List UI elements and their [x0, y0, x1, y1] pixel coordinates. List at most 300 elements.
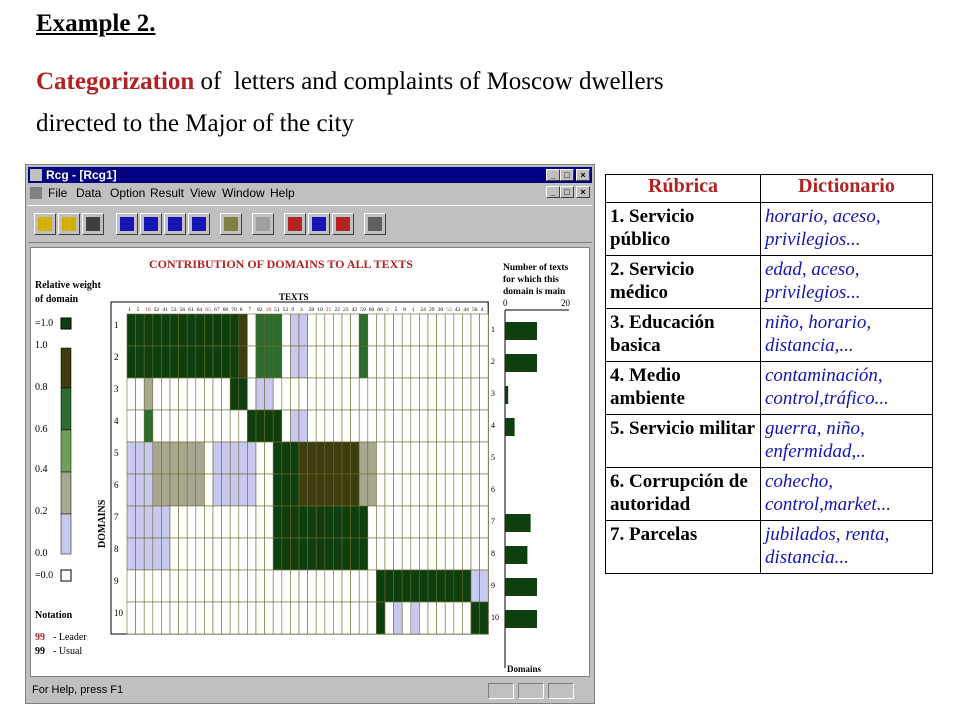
grid-cell: [204, 314, 213, 346]
grid-cell: [376, 474, 385, 506]
grid-cell: [359, 378, 368, 410]
prev-icon[interactable]: [140, 213, 162, 235]
grid-cell: [153, 378, 162, 410]
grid-cell: [402, 378, 411, 410]
grid-cell: [316, 442, 325, 474]
grid-cell: [265, 346, 274, 378]
notation-leader-value: 99: [35, 632, 45, 643]
grid-cell: [187, 378, 196, 410]
grid-cell: [179, 378, 188, 410]
grid-cell: [299, 346, 308, 378]
grid-cell: [437, 474, 446, 506]
grid-cell: [187, 442, 196, 474]
grid-cell: [351, 570, 360, 602]
grid-cell: [316, 474, 325, 506]
grid-cell: [213, 346, 222, 378]
grid-cell: [445, 378, 454, 410]
grid-cell: [127, 378, 136, 410]
grid-cell: [437, 538, 446, 570]
col-label: 64: [196, 307, 203, 313]
grid-cell: [153, 442, 162, 474]
grid-cell: [213, 442, 222, 474]
grid-cell: [196, 346, 205, 378]
grid-cell: [394, 538, 403, 570]
col-label: 10: [317, 307, 323, 313]
table-row: [606, 521, 933, 574]
grid-cell: [411, 378, 420, 410]
grid-cell: [411, 570, 420, 602]
grid-cell: [196, 570, 205, 602]
grid-cell: [385, 410, 394, 442]
grid-cell: [333, 442, 342, 474]
col-label: 56: [472, 307, 478, 313]
grid-cell: [402, 346, 411, 378]
menu-result[interactable]: Result: [150, 186, 185, 200]
grid-cell: [161, 346, 170, 378]
grid-cell: [299, 410, 308, 442]
rubric-cell: 1. Servicio público: [606, 203, 761, 256]
grid-cell: [196, 314, 205, 346]
grid-cell: [136, 570, 145, 602]
app-icon[interactable]: [30, 169, 42, 181]
bar: [505, 578, 537, 596]
grid-cell: [419, 346, 428, 378]
rubric-cell: 4. Medio ambiente: [606, 362, 761, 415]
grid-cell: [471, 346, 480, 378]
grid-cell: [144, 442, 153, 474]
grid-cell: [385, 346, 394, 378]
grid-cell: [187, 410, 196, 442]
grid-cell: [153, 410, 162, 442]
grid-cell: [299, 602, 308, 634]
grid-cell: [385, 570, 394, 602]
grid-cell: [179, 410, 188, 442]
edit-icon[interactable]: [252, 213, 274, 235]
grid-cell: [471, 410, 480, 442]
grid-cell: [282, 602, 291, 634]
grid-cell: [325, 570, 334, 602]
grid-cell: [351, 410, 360, 442]
grid-cell: [239, 570, 248, 602]
grid-cell: [273, 474, 282, 506]
grid-cell: [411, 442, 420, 474]
grid-cell: [239, 346, 248, 378]
grid-cell: [351, 378, 360, 410]
grid-cell: [333, 602, 342, 634]
col-label: 1: [411, 307, 415, 313]
grid-cell: [144, 314, 153, 346]
grid-cell: [153, 538, 162, 570]
close-button[interactable]: ×: [576, 169, 590, 181]
grid-cell: [290, 570, 299, 602]
table-row: [606, 415, 933, 468]
grid-cell: [308, 346, 317, 378]
grid-cell: [290, 506, 299, 538]
grid-cell: [333, 506, 342, 538]
export-icon[interactable]: [364, 213, 386, 235]
grid-cell: [454, 378, 463, 410]
grid-cell: [308, 570, 317, 602]
grid-cell: [437, 378, 446, 410]
col-label: 68: [222, 307, 229, 313]
grid-cell: [316, 506, 325, 538]
grid-cell: [273, 378, 282, 410]
doc-close-button[interactable]: ×: [576, 186, 590, 198]
grid-cell: [153, 314, 162, 346]
grid-cell: [402, 314, 411, 346]
grid-cell: [316, 570, 325, 602]
grid-cell: [144, 378, 153, 410]
grid-cell: [290, 410, 299, 442]
legend-title-2: of domain: [35, 294, 79, 305]
grid-cell: [230, 314, 239, 346]
next-icon[interactable]: [164, 213, 186, 235]
grid-cell: [179, 602, 188, 634]
col-label: 52: [282, 307, 289, 313]
grid-cell: [136, 314, 145, 346]
grid-cell: [222, 442, 231, 474]
grid-cell: [136, 410, 145, 442]
grid-cell: [273, 570, 282, 602]
grid-cell: [428, 378, 437, 410]
grid-cell: [351, 314, 360, 346]
rubric-cell: 7. Parcelas: [606, 521, 761, 574]
col-label: 16: [145, 307, 151, 313]
grid-cell: [282, 346, 291, 378]
grid-cell: [462, 314, 471, 346]
grid-cell: [480, 442, 489, 474]
bar-row-label: 8: [491, 549, 495, 558]
grid-cell: [170, 346, 179, 378]
grid-cell: [359, 506, 368, 538]
grid-cell: [325, 346, 334, 378]
bar-chart-icon[interactable]: [284, 213, 306, 235]
grid-cell: [376, 570, 385, 602]
rubric-cell: 2. Servicio médico: [606, 256, 761, 309]
grid-cell: [265, 570, 274, 602]
maximize-button[interactable]: □: [560, 169, 574, 181]
bar-row-label: 4: [491, 421, 495, 430]
grid-cell: [299, 474, 308, 506]
grid-cell: [368, 506, 377, 538]
dictionary-cell: cohecho, control,market...: [761, 468, 933, 521]
bar: [505, 354, 537, 372]
grid-cell: [213, 410, 222, 442]
grid-cell: [282, 410, 291, 442]
grid-cell: [308, 506, 317, 538]
grid-cell: [308, 538, 317, 570]
row-label: 10: [114, 608, 123, 618]
grid-cell: [359, 410, 368, 442]
open-file-icon[interactable]: [58, 213, 80, 235]
col-header-dictionario: Dictionario: [761, 175, 933, 203]
grid-cell: [179, 474, 188, 506]
grid-cell: [308, 378, 317, 410]
grid-cell: [445, 602, 454, 634]
minimize-button[interactable]: _: [546, 169, 560, 181]
grid-cell: [342, 346, 351, 378]
grid-cell: [411, 602, 420, 634]
bar-row-label: 2: [491, 357, 495, 366]
grid-cell: [462, 442, 471, 474]
grid-cell: [196, 538, 205, 570]
grid-cell: [445, 538, 454, 570]
notation-usual-value: 99: [35, 646, 45, 657]
grid-cell: [153, 346, 162, 378]
title-bar[interactable]: [28, 167, 592, 183]
col-label: 42: [351, 307, 358, 313]
grid-cell: [247, 378, 256, 410]
grid-cell: [256, 602, 265, 634]
grid-cell: [222, 314, 231, 346]
right-title: Number of texts: [503, 263, 569, 273]
doc-icon[interactable]: [30, 187, 42, 199]
grid-cell: [342, 538, 351, 570]
right-axis-label: Domains: [507, 664, 542, 674]
grid-cell: [385, 314, 394, 346]
row-label: 2: [114, 352, 119, 362]
grid-cell: [222, 506, 231, 538]
grid-cell: [411, 346, 420, 378]
col-label: 43: [454, 307, 461, 313]
open-folder-icon[interactable]: [34, 213, 56, 235]
grid-cell: [290, 442, 299, 474]
menu-window[interactable]: Window: [222, 186, 265, 200]
grid-cell: [385, 474, 394, 506]
grid-cell: [222, 570, 231, 602]
col-label: 9: [291, 307, 295, 313]
bar-row-label: 9: [491, 581, 495, 590]
grid-cell: [394, 346, 403, 378]
notation-title: Notation: [35, 610, 73, 621]
grid-cell: [239, 506, 248, 538]
col-label: 21: [325, 307, 332, 313]
grid-cell: [342, 314, 351, 346]
grid-cell: [394, 506, 403, 538]
grid-cell: [325, 474, 334, 506]
first-icon[interactable]: [116, 213, 138, 235]
app-window: [25, 164, 595, 704]
grid-cell: [342, 602, 351, 634]
col-label: 61: [188, 307, 194, 313]
grid-cell: [342, 378, 351, 410]
grid-cell: [222, 538, 231, 570]
grid-cell: [230, 346, 239, 378]
grid-cell: [213, 378, 222, 410]
col-header-rubrica: Rúbrica: [606, 175, 761, 203]
grid-cell: [394, 442, 403, 474]
col-label: 53: [171, 307, 177, 313]
grid-cell: [428, 570, 437, 602]
col-label: 5: [136, 307, 140, 313]
grid-cell: [222, 602, 231, 634]
grid-cell: [471, 378, 480, 410]
grid-cell: [179, 570, 188, 602]
grid-cell: [196, 378, 205, 410]
grid-cell: [265, 602, 274, 634]
sort-icon[interactable]: [220, 213, 242, 235]
grid-cell: [299, 442, 308, 474]
rubric-cell: 5. Servicio militar: [606, 415, 761, 468]
dictionary-cell: contaminación, control,tráfico...: [761, 362, 933, 415]
grid-cell: [213, 570, 222, 602]
grid-cell: [127, 602, 136, 634]
grid-cell: [462, 346, 471, 378]
grid-cell: [247, 538, 256, 570]
col-label: 6: [239, 307, 243, 313]
grid-cell: [359, 602, 368, 634]
legend-title: Relative weight: [35, 280, 101, 291]
grid-cell: [351, 602, 360, 634]
legend-level: 0.0: [35, 548, 48, 559]
save-icon[interactable]: [82, 213, 104, 235]
menu-file[interactable]: File: [48, 186, 68, 200]
grid-cell: [308, 442, 317, 474]
col-label: 29: [429, 307, 435, 313]
grid-cell: [179, 346, 188, 378]
col-label: 82: [257, 307, 263, 313]
grid-cell: [359, 442, 368, 474]
row-label: 1: [114, 320, 119, 330]
col-label: 41: [162, 307, 168, 313]
grid-cell: [144, 602, 153, 634]
legend-level: =0.0: [35, 570, 54, 581]
grid-cell: [394, 378, 403, 410]
menu-option[interactable]: Option: [110, 186, 146, 200]
grid-cell: [299, 538, 308, 570]
subtitle-accent: Categorization: [36, 68, 195, 95]
grid-cell: [308, 314, 317, 346]
grid-cell: [290, 314, 299, 346]
histogram-icon[interactable]: [332, 213, 354, 235]
grid-cell: [376, 378, 385, 410]
grid-cell: [454, 442, 463, 474]
table-row: [606, 256, 933, 309]
grid-cell: [239, 314, 248, 346]
grid-cell: [290, 474, 299, 506]
grid-cell: [282, 442, 291, 474]
toolbar: [28, 205, 592, 243]
notation-usual-label: - Usual: [53, 646, 83, 657]
menu-help[interactable]: Help: [270, 186, 295, 200]
grid-cell: [333, 314, 342, 346]
grid-cell: [256, 570, 265, 602]
grid-cell: [454, 314, 463, 346]
grid-cell: [282, 506, 291, 538]
grid-cell: [299, 570, 308, 602]
col-label: 18: [265, 307, 272, 313]
grid-cell: [161, 410, 170, 442]
grid-cell: [222, 346, 231, 378]
grid-cell: [179, 538, 188, 570]
grid-cell: [462, 378, 471, 410]
grid-cell: [273, 538, 282, 570]
grid-cell: [196, 602, 205, 634]
menu-data[interactable]: Data: [76, 186, 102, 200]
grid-cell: [256, 506, 265, 538]
status-box-2: [518, 683, 544, 699]
grid-cell: [196, 474, 205, 506]
grid-cell: [187, 474, 196, 506]
grid-cell: [419, 442, 428, 474]
grid-cell: [385, 506, 394, 538]
grid-cell: [351, 506, 360, 538]
doc-minimize-button[interactable]: _: [546, 186, 560, 198]
grid-cell: [299, 378, 308, 410]
grid-cell: [411, 506, 420, 538]
grid-cell: [419, 474, 428, 506]
grid-cell: [187, 314, 196, 346]
grid-cell: [411, 314, 420, 346]
grid-cell: [127, 410, 136, 442]
grid-cell: [462, 570, 471, 602]
grid-cell: [342, 570, 351, 602]
grid-cell: [247, 570, 256, 602]
grid-cell: [161, 474, 170, 506]
col-label: 3: [300, 307, 303, 313]
grid-cell: [144, 474, 153, 506]
grid-cell: [454, 538, 463, 570]
legend-level: 0.2: [35, 506, 48, 517]
bar-row-label: 3: [491, 389, 495, 398]
grid-cell: [179, 506, 188, 538]
grid-cell: [411, 410, 420, 442]
grid-cell: [394, 570, 403, 602]
grid-cell: [385, 538, 394, 570]
grid-cell: [265, 474, 274, 506]
grid-cell: [230, 602, 239, 634]
grid-cell: [144, 410, 153, 442]
texts-label: TEXTS: [279, 292, 309, 302]
last-icon[interactable]: [188, 213, 210, 235]
grid-cell: [385, 378, 394, 410]
table-row: [606, 362, 933, 415]
doc-restore-button[interactable]: □: [560, 186, 574, 198]
col-label: 5: [394, 307, 398, 313]
col-label: 1: [128, 307, 131, 313]
grid-cell: [325, 506, 334, 538]
grid-chart-icon[interactable]: [308, 213, 330, 235]
grid-cell: [273, 602, 282, 634]
grid-cell: [454, 410, 463, 442]
grid-cell: [402, 474, 411, 506]
grid-cell: [256, 410, 265, 442]
grid-cell: [265, 538, 274, 570]
grid-cell: [454, 506, 463, 538]
grid-cell: [256, 538, 265, 570]
legend-band: [61, 514, 71, 554]
grid-cell: [402, 570, 411, 602]
grid-cell: [445, 442, 454, 474]
dictionary-cell: niño, horario, distancia,...: [761, 309, 933, 362]
grid-cell: [144, 538, 153, 570]
menu-view[interactable]: View: [190, 186, 216, 200]
grid-cell: [376, 346, 385, 378]
grid-cell: [247, 442, 256, 474]
grid-cell: [127, 538, 136, 570]
grid-cell: [179, 314, 188, 346]
legend-swatch-full: [61, 318, 71, 329]
grid-cell: [471, 442, 480, 474]
row-label: 3: [114, 384, 119, 394]
grid-cell: [265, 506, 274, 538]
grid-cell: [136, 538, 145, 570]
grid-cell: [325, 410, 334, 442]
bar: [505, 514, 531, 532]
grid-cell: [136, 474, 145, 506]
bar: [505, 322, 537, 340]
grid-cell: [454, 570, 463, 602]
